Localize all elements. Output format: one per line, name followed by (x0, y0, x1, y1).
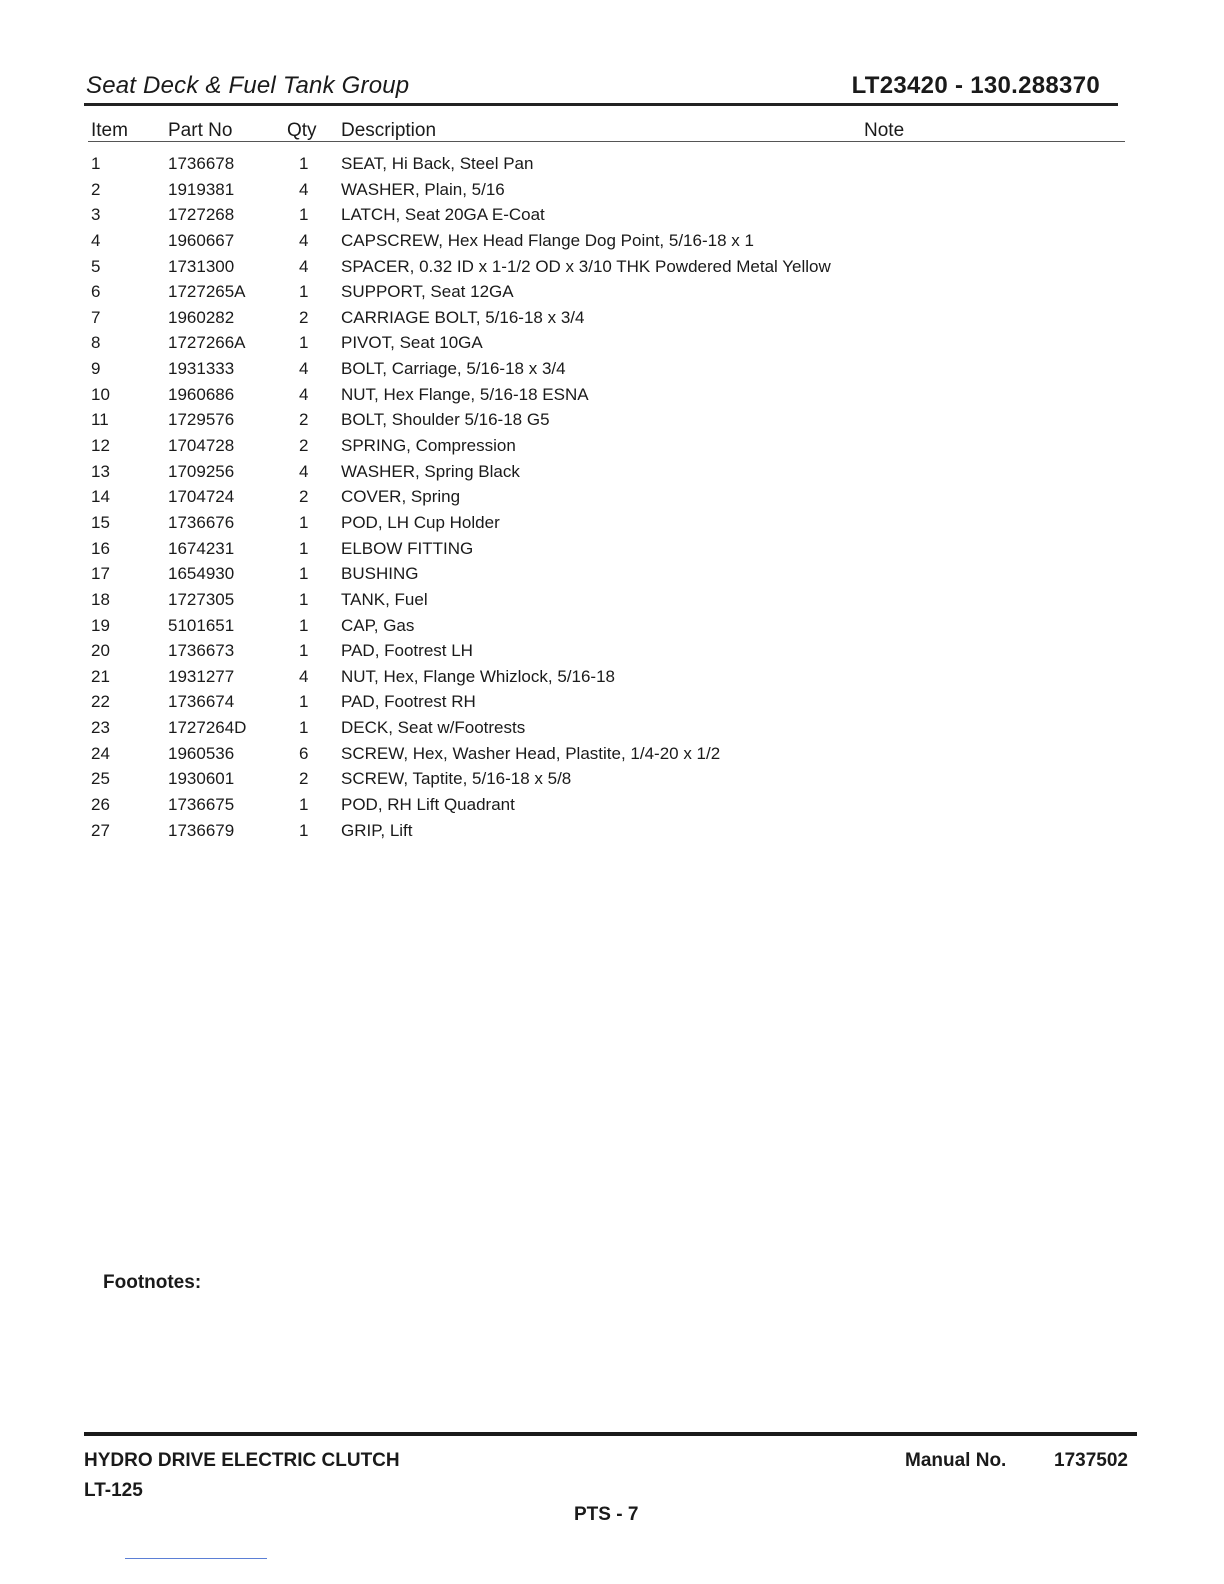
row-part-number: 1674231 (168, 538, 235, 558)
column-header-description: Description (341, 120, 437, 141)
row-part-number: 1729576 (168, 410, 235, 430)
row-description: BOLT, Shoulder 5/16-18 G5 (341, 410, 550, 430)
table-row (0, 308, 1224, 334)
row-quantity: 6 (299, 743, 309, 763)
footer-product: HYDRO DRIVE ELECTRIC CLUTCH (84, 1450, 400, 1471)
row-item-number: 9 (91, 359, 101, 379)
row-part-number: 1736675 (168, 795, 235, 815)
row-description: SEAT, Hi Back, Steel Pan (341, 154, 534, 173)
row-quantity: 2 (299, 436, 309, 456)
row-description: PAD, Footrest LH (341, 641, 473, 661)
row-description: NUT, Hex Flange, 5/16-18 ESNA (341, 384, 589, 404)
row-item-number: 26 (91, 795, 110, 815)
row-description: CAP, Gas (341, 615, 415, 635)
row-item-number: 11 (91, 410, 109, 430)
table-row (0, 436, 1224, 462)
footer-manual-number: 1737502 (1054, 1450, 1128, 1471)
table-row (0, 564, 1224, 590)
row-part-number: 1736676 (168, 512, 235, 532)
footer-manual-label: Manual No. (905, 1450, 1007, 1471)
row-description: SPRING, Compression (341, 436, 516, 456)
decorative-underline (125, 1558, 267, 1559)
row-item-number: 16 (91, 538, 110, 558)
header-divider (88, 141, 1125, 142)
row-part-number: 1731300 (168, 256, 235, 276)
column-header-item: Item (91, 120, 128, 141)
row-description: POD, RH Lift Quadrant (341, 795, 515, 815)
table-row (0, 692, 1224, 718)
table-row (0, 180, 1224, 206)
row-quantity: 1 (299, 692, 309, 712)
row-part-number: 1704728 (168, 436, 235, 456)
table-row (0, 205, 1224, 231)
table-row (0, 513, 1224, 539)
footer-page-number: PTS - 7 (574, 1504, 639, 1525)
row-item-number: 2 (91, 179, 101, 199)
row-item-number: 7 (91, 307, 101, 327)
row-quantity: 1 (299, 282, 309, 302)
footer-divider (84, 1432, 1137, 1436)
column-header-note: Note (864, 120, 905, 141)
row-item-number: 21 (91, 666, 110, 686)
table-row (0, 769, 1224, 795)
row-item-number: 20 (91, 641, 110, 661)
row-description: SPACER, 0.32 ID x 1-1/2 OD x 3/10 THK Powdered Metal Yellow (341, 256, 831, 276)
table-row (0, 616, 1224, 642)
table-row (0, 154, 1224, 180)
row-description: SCREW, Taptite, 5/16-18 x 5/8 (341, 769, 572, 789)
row-description: WASHER, Spring Black (341, 461, 520, 481)
row-quantity: 1 (299, 641, 309, 661)
column-header-part-no: Part No (168, 120, 233, 141)
row-quantity: 1 (299, 615, 309, 635)
row-quantity: 2 (299, 307, 309, 327)
row-part-number: 1960667 (168, 230, 235, 250)
row-item-number: 3 (91, 205, 101, 225)
row-item-number: 10 (91, 384, 110, 404)
table-row (0, 462, 1224, 488)
table-row (0, 333, 1224, 359)
table-row (0, 795, 1224, 821)
row-description: CARRIAGE BOLT, 5/16-18 x 3/4 (341, 307, 585, 327)
row-description: WASHER, Plain, 5/16 (341, 179, 505, 199)
row-quantity: 1 (299, 205, 309, 225)
row-description: LATCH, Seat 20GA E-Coat (341, 205, 545, 225)
row-item-number: 8 (91, 333, 101, 353)
row-description: NUT, Hex, Flange Whizlock, 5/16-18 (341, 666, 615, 686)
table-row (0, 282, 1224, 308)
table-row (0, 821, 1224, 847)
row-item-number: 19 (91, 615, 110, 635)
row-part-number: 1727305 (168, 589, 235, 609)
row-item-number: 17 (91, 564, 110, 584)
row-item-number: 13 (91, 461, 110, 481)
row-description: SUPPORT, Seat 12GA (341, 282, 514, 302)
row-description: GRIP, Lift (341, 820, 413, 840)
row-description: TANK, Fuel (341, 589, 428, 609)
row-part-number: 1736674 (168, 692, 235, 712)
row-quantity: 1 (299, 589, 309, 609)
row-quantity: 4 (299, 384, 309, 404)
title-divider (84, 103, 1118, 106)
table-row (0, 667, 1224, 693)
row-quantity: 4 (299, 666, 309, 686)
footer-model: LT-125 (84, 1480, 143, 1501)
row-quantity: 2 (299, 410, 309, 430)
row-part-number: 5101651 (168, 615, 235, 635)
row-part-number: 1709256 (168, 461, 235, 481)
table-row (0, 641, 1224, 667)
row-item-number: 4 (91, 230, 101, 250)
row-quantity: 1 (299, 538, 309, 558)
row-quantity: 1 (299, 718, 309, 738)
row-quantity: 2 (299, 487, 309, 507)
row-part-number: 1727265A (168, 282, 246, 302)
row-item-number: 5 (91, 256, 101, 276)
row-part-number: 1727268 (168, 205, 235, 225)
row-item-number: 14 (91, 487, 110, 507)
table-row (0, 410, 1224, 436)
table-row (0, 718, 1224, 744)
row-part-number: 1727264D (168, 718, 247, 738)
row-part-number: 1960536 (168, 743, 235, 763)
row-part-number: 1736679 (168, 820, 235, 840)
row-quantity: 1 (299, 564, 309, 584)
footnotes-label: Footnotes: (103, 1272, 202, 1293)
row-description: ELBOW FITTING (341, 538, 474, 558)
table-row (0, 744, 1224, 770)
row-quantity: 2 (299, 769, 309, 789)
row-item-number: 22 (91, 692, 110, 712)
row-quantity: 1 (299, 154, 309, 173)
row-part-number: 1930601 (168, 769, 235, 789)
row-quantity: 4 (299, 230, 309, 250)
page-title: Seat Deck & Fuel Tank Group (86, 72, 410, 99)
row-item-number: 24 (91, 743, 110, 763)
row-description: BUSHING (341, 564, 419, 584)
row-description: DECK, Seat w/Footrests (341, 718, 526, 738)
row-description: SCREW, Hex, Washer Head, Plastite, 1/4-20 x 1/2 (341, 743, 721, 763)
column-header-qty: Qty (287, 120, 317, 141)
row-item-number: 15 (91, 512, 110, 532)
row-quantity: 4 (299, 256, 309, 276)
row-part-number: 1931333 (168, 359, 235, 379)
row-part-number: 1960282 (168, 307, 235, 327)
row-part-number: 1931277 (168, 666, 235, 686)
row-quantity: 4 (299, 179, 309, 199)
table-row (0, 487, 1224, 513)
row-part-number: 1704724 (168, 487, 235, 507)
row-part-number: 1736678 (168, 154, 235, 173)
model-code: LT23420 - 130.288370 (851, 72, 1100, 99)
table-row (0, 539, 1224, 565)
table-row (0, 359, 1224, 385)
parts-table-body (0, 154, 1224, 846)
table-row (0, 231, 1224, 257)
row-description: BOLT, Carriage, 5/16-18 x 3/4 (341, 359, 566, 379)
row-description: COVER, Spring (341, 487, 461, 507)
row-quantity: 1 (299, 795, 309, 815)
row-quantity: 1 (299, 333, 309, 353)
row-quantity: 4 (299, 461, 309, 481)
table-row (0, 385, 1224, 411)
row-part-number: 1727266A (168, 333, 246, 353)
table-row (0, 590, 1224, 616)
row-quantity: 4 (299, 359, 309, 379)
row-part-number: 1654930 (168, 564, 235, 584)
row-quantity: 1 (299, 512, 309, 532)
row-quantity: 1 (299, 820, 309, 840)
row-item-number: 18 (91, 589, 110, 609)
row-item-number: 23 (91, 718, 110, 738)
row-description: PIVOT, Seat 10GA (341, 333, 483, 353)
row-part-number: 1736673 (168, 641, 235, 661)
table-row (0, 257, 1224, 283)
row-description: CAPSCREW, Hex Head Flange Dog Point, 5/16-18 x 1 (341, 230, 754, 250)
row-description: POD, LH Cup Holder (341, 512, 500, 532)
row-item-number: 1 (91, 154, 101, 173)
row-part-number: 1960686 (168, 384, 235, 404)
row-part-number: 1919381 (168, 179, 235, 199)
row-item-number: 6 (91, 282, 101, 302)
row-item-number: 27 (91, 820, 110, 840)
row-description: PAD, Footrest RH (341, 692, 476, 712)
row-item-number: 25 (91, 769, 110, 789)
row-item-number: 12 (91, 436, 110, 456)
